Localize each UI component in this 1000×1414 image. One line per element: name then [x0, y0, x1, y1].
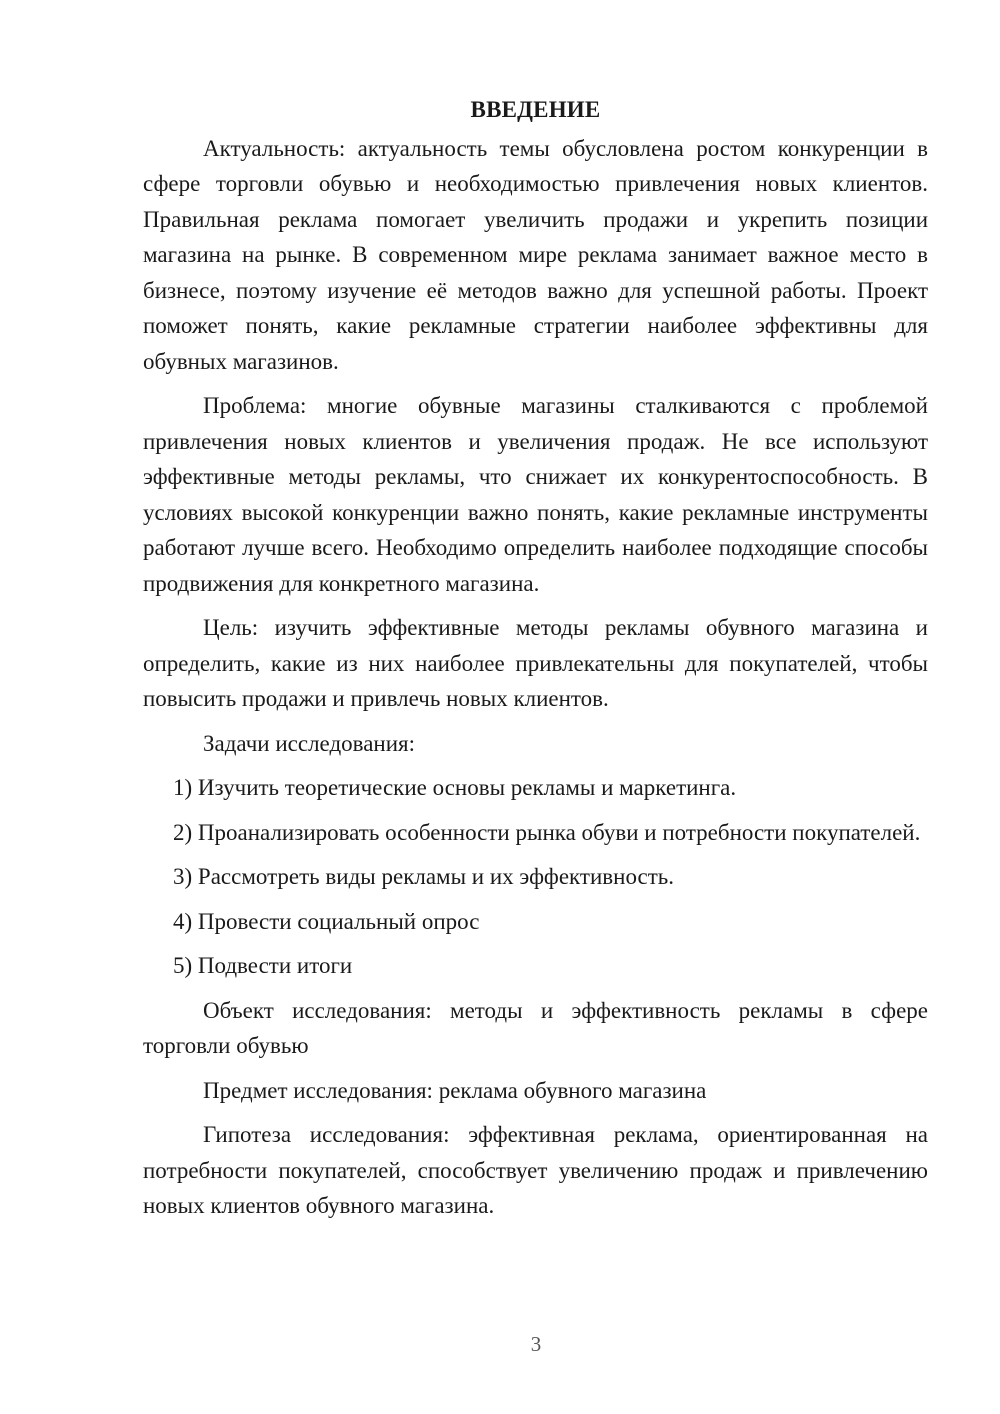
page-content: [143, 92, 928, 1233]
page-title: ВВЕДЕНИЕ: [470, 97, 601, 122]
paragraph-relevance: Актуальность: актуальность темы обусловлена ростом конкуренции в сфере торговли обувью и необходимостью привлечения новых клиентов. Правильная реклама помогает увеличить продажи и укрепить позиции магазина на рынке. В современном мире реклама занимает важное место в бизнесе, поэтому изучение её методов важно для успешной работы. Проект поможет понять, какие рекламные стратегии наиболее эффективны для обувных магазинов.: [143, 135, 928, 374]
paragraph-object: Объект исследования: методы и эффективность рекламы в сфере торговли обувью: [143, 997, 928, 1058]
paragraph-tasks-heading: Задачи исследования:: [203, 730, 416, 756]
paragraph-problem: Проблема: многие обувные магазины сталкиваются с проблемой привлечения новых клиентов и увеличения продаж. Не все используют эффективные методы рекламы, что снижает их конкурентоспособность. В условиях высокой конкуренции важно понять, какие рекламные инструменты работают лучше всего. Необходимо определить наиболее подходящие способы продвижения для конкретного магазина.: [143, 393, 928, 596]
paragraph-hypothesis: Гипотеза исследования: эффективная реклама, ориентированная на потребности покупателей, способствует увеличению продаж и привлечению новых клиентов обувного магазина.: [143, 1122, 928, 1218]
list-item: 5) Подвести итоги: [173, 953, 353, 978]
list-item: 4) Провести социальный опрос: [173, 908, 480, 934]
list-item: 1) Изучить теоретические основы рекламы и маркетинга.: [173, 775, 737, 800]
page-number: 3: [530, 1332, 542, 1356]
paragraph-goal: Цель: изучить эффективные методы рекламы обувного магазина и определить, какие из них наиболее привлекательны для покупателей, чтобы повысить продажи и привлечь новых клиентов.: [143, 615, 928, 711]
paragraph-subject: Предмет исследования: реклама обувного магазина: [203, 1077, 707, 1103]
list-item: 3) Рассмотреть виды рекламы и их эффективность.: [173, 864, 675, 889]
list-item: 2) Проанализировать особенности рынка обуви и потребности покупателей.: [173, 819, 921, 845]
